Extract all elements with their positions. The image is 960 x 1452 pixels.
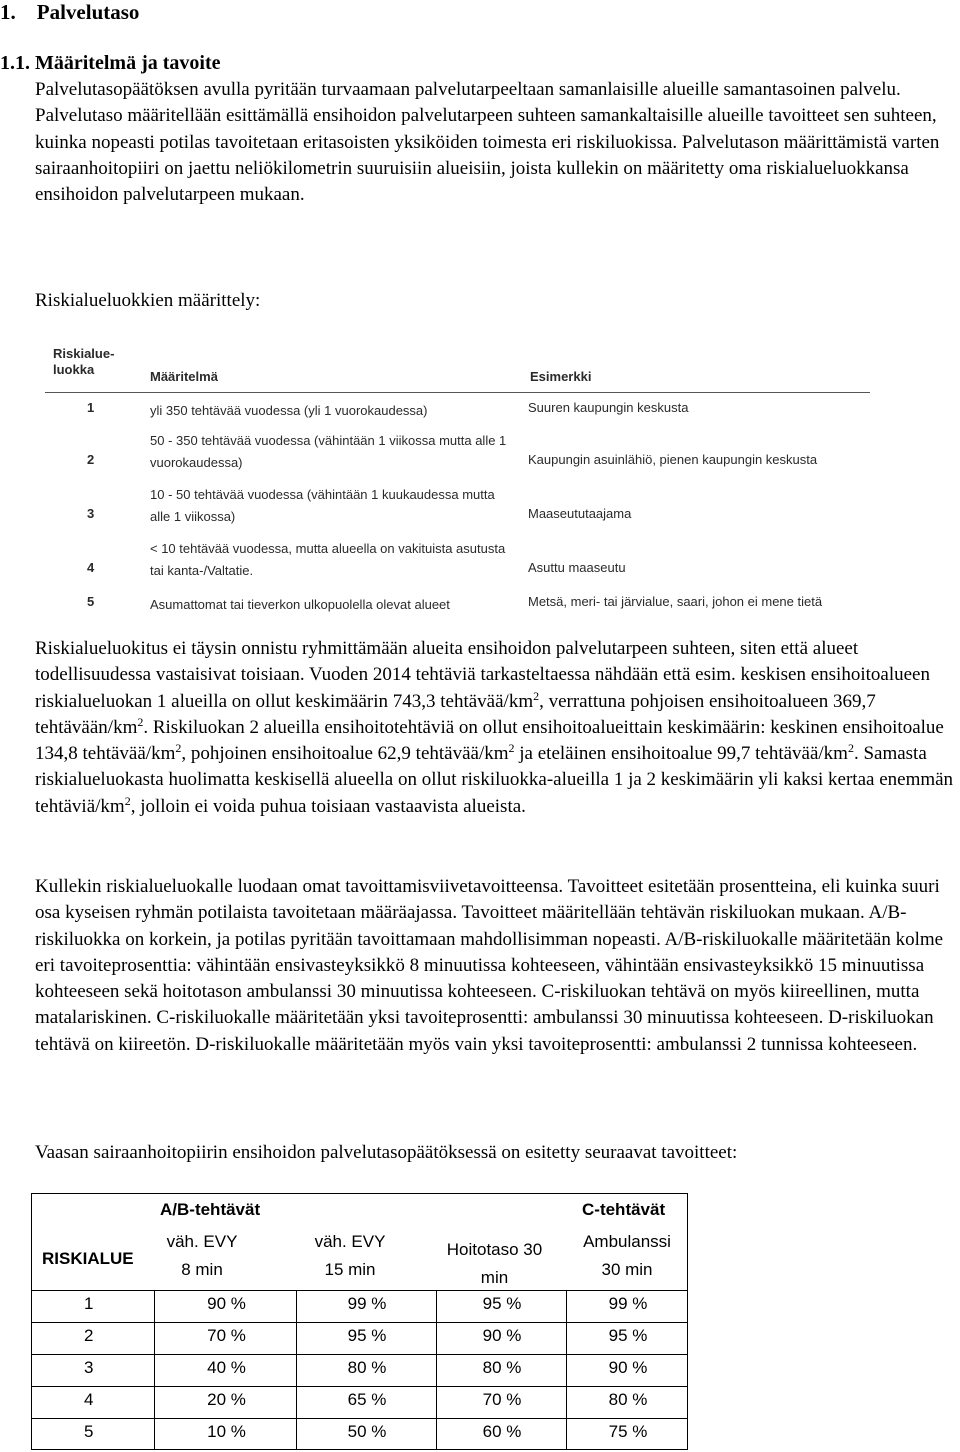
goals-col-evy8-line2: 8 min bbox=[181, 1260, 223, 1279]
risk-row-definition: yli 350 tehtävää vuodessa (yli 1 vuorokaudessa) bbox=[150, 403, 428, 418]
goals-rule bbox=[32, 1386, 687, 1387]
para3-text-5: ja eteläinen ensihoitoalue 99,7 tehtävää/km bbox=[514, 743, 848, 765]
goals-cell-value: 65 % bbox=[347, 1390, 387, 1409]
goals-col-ambulanssi bbox=[572, 1232, 682, 1280]
risk-col-definition: Määritelmä bbox=[150, 369, 218, 384]
superscript: 2 bbox=[847, 741, 854, 756]
risk-header-rule bbox=[45, 392, 870, 393]
goals-col-evy8 bbox=[152, 1232, 252, 1280]
goals-col-evy15-line2: 15 min bbox=[324, 1260, 376, 1279]
risk-row-definition: 50 - 350 tehtävää vuodessa (vähintään 1 viikossa mutta alle 1 vuorokaudessa) bbox=[150, 433, 507, 470]
risk-row-example: Suuren kaupungin keskusta bbox=[528, 400, 689, 415]
superscript: 2 bbox=[124, 793, 131, 808]
goals-col-ambulanssi-line2: 30 min bbox=[601, 1260, 653, 1279]
goals-col-divider bbox=[296, 1290, 297, 1449]
goals-cell-value: 40 % bbox=[207, 1358, 246, 1377]
goals-group-c: C-tehtävät bbox=[582, 1200, 666, 1219]
risk-row-num: 1 bbox=[87, 400, 95, 415]
superscript: 2 bbox=[508, 741, 515, 756]
risk-row-example: Maaseututaajama bbox=[528, 506, 632, 521]
goals-cell-value: 70 % bbox=[207, 1326, 246, 1345]
paragraph-vaasa: Vaasan sairaanhoitopiirin ensihoidon palvelutasopäätöksessä on esitetty seuraavat tavoitteet: bbox=[35, 1142, 738, 1163]
risk-row-definition: < 10 tehtävää vuodessa, mutta alueella on vakituista asutusta tai kanta-/Valtatie. bbox=[150, 541, 506, 578]
goals-col-divider bbox=[154, 1290, 155, 1449]
heading-maaritelma: 1.1. Määritelmä ja tavoite bbox=[0, 52, 221, 74]
risk-row-example: Asuttu maaseutu bbox=[528, 560, 626, 575]
para3-text-1: Riskialueluokitus ei täysin onnistu ryhmittämään alueita ensihoidon palvelutarpeen suhteen, siten että alueet todellisuudessa vastaisivat toisiaan. Vuoden 2014 tehtäviä tarkasteltaessa nähdään että esim. keskisen ensihoitoalueen riskialueluokan 1 alueilla on ollut keskimäärin 743,3 tehtävää/km bbox=[35, 638, 930, 712]
paragraph-intro: Palvelutasopäätöksen avulla pyritään turvaamaan palvelutarpeeltaan samanlaisille alueille samantasoinen palvelu. Palvelutaso määritellään esittämällä ensihoidon palvelutarpeen suhteen samankaltaisille alueille tavoitteet sen suhteen, kuinka nopeasti potilas tavoitetaan eritasoisten yksiköiden toimesta eri riskiluokissa. Palvelutason määrittämistä varten sairaanhoitopiiri on jaettu neliökilometrin suuruisiin alueisiin, joista kullekin on määritetty oma riskialueluokkansa ensihoidon palvelutarpeen mukaan. bbox=[35, 79, 940, 206]
goals-row-risk: 2 bbox=[84, 1326, 94, 1345]
risk-row-example: Metsä, meri- tai järvialue, saari, johon ei mene tietä bbox=[528, 594, 823, 609]
risk-row-definition: 10 - 50 tehtävää vuodessa (vähintään 1 kuukaudessa mutta alle 1 viikossa) bbox=[150, 487, 495, 524]
goals-cell-value: 70 % bbox=[482, 1390, 522, 1409]
paragraph-riskialue-label: Riskialueluokkien määrittely: bbox=[35, 290, 261, 311]
para3-text-7: , jolloin ei voida puhua toisiaan vastaavista alueista. bbox=[130, 795, 526, 817]
goals-rule bbox=[32, 1290, 687, 1291]
risk-row-num: 4 bbox=[87, 560, 95, 575]
para3-text-4: , pohjoinen ensihoitoalue 62,9 tehtävää/km bbox=[181, 743, 509, 765]
goals-cell-value: 95 % bbox=[482, 1294, 522, 1313]
paragraph-tavoitteet: Kullekin riskialueluokalle luodaan omat tavoittamisviivetavoitteensa. Tavoitteet esitetään prosentteina, eli kuinka suuri osa kyseisen ryhmän potilaista tavoitetaan määräajassa. Tavoitteet määritellään tehtävän riskiluokan mukaan. A/B-riskiluokka on korkein, ja potilas pyritään tavoittamaan mahdollisimman nopeasti. A/B-riskiluokalle määritetään kolme eri tavoiteprosenttia: vähintään ensivasteyksikkö 8 minuutissa kohteeseen, vähintään ensivasteyksikkö 15 minuutissa kohteeseen sekä hoitotason ambulanssi 30 minuutissa kohteeseen. C-riskiluokan tehtävä on myös kiireellinen, mutta matalariskinen. C-riskiluokalle määritetään yksi tavoiteprosentti: ambulanssi 30 minuutissa kohteeseen. D-riskiluokan tehtävä on kiireetön. D-riskiluokalle määritetään myös vain yksi tavoiteprosentti: ambulanssi 2 tunnissa kohteeseen. bbox=[35, 876, 944, 1055]
paragraph-riskialueluokitus bbox=[35, 636, 957, 820]
goals-cell-value: 90 % bbox=[482, 1326, 522, 1345]
goals-cell-value: 80 % bbox=[482, 1358, 522, 1377]
risk-row-example: Kaupungin asuinlähiö, pienen kaupungin keskusta bbox=[528, 452, 818, 467]
goals-table bbox=[31, 1193, 688, 1450]
goals-cell-value: 50 % bbox=[347, 1422, 387, 1441]
goals-rule bbox=[32, 1354, 687, 1355]
goals-cell-value: 90 % bbox=[608, 1358, 648, 1377]
risk-row-num: 3 bbox=[87, 506, 95, 521]
risk-row-definition: Asumattomat tai tieverkon ulkopuolella olevat alueet bbox=[150, 597, 450, 612]
goals-cell-value: 99 % bbox=[347, 1294, 387, 1313]
goals-row-risk: 4 bbox=[84, 1390, 94, 1409]
risk-row-num: 2 bbox=[87, 452, 95, 467]
goals-cell-value: 90 % bbox=[207, 1294, 246, 1313]
goals-col-risk: RISKIALUE bbox=[42, 1249, 134, 1268]
goals-col-evy15 bbox=[300, 1232, 400, 1280]
goals-group-ab: A/B-tehtävät bbox=[160, 1200, 261, 1219]
goals-cell-value: 80 % bbox=[608, 1390, 648, 1409]
goals-col-hoitotaso: Hoitotaso 30 min bbox=[446, 1240, 543, 1287]
goals-cell-value: 80 % bbox=[347, 1358, 387, 1377]
goals-rule bbox=[32, 1322, 687, 1323]
goals-row-risk: 5 bbox=[84, 1422, 94, 1441]
goals-col-ambulanssi-line1: Ambulanssi bbox=[583, 1232, 671, 1251]
goals-col-evy8-line1: väh. EVY bbox=[166, 1232, 238, 1251]
goals-row-risk: 3 bbox=[84, 1358, 94, 1377]
superscript: 2 bbox=[175, 741, 182, 756]
goals-cell-value: 60 % bbox=[482, 1422, 522, 1441]
goals-cell-value: 95 % bbox=[347, 1326, 387, 1345]
goals-cell-value: 99 % bbox=[608, 1294, 648, 1313]
goals-col-divider bbox=[566, 1290, 567, 1449]
goals-row-risk: 1 bbox=[84, 1294, 94, 1313]
superscript: 2 bbox=[533, 688, 540, 703]
para3-text-6: . Samasta riskialueluokasta huolimatta keskisellä alueella on ollut riskiluokka-alueilla 1 ja 2 keskimäärin yli kaksi kertaa enemmän tehtäviä/km bbox=[35, 743, 954, 817]
goals-cell-value: 10 % bbox=[207, 1422, 246, 1441]
risk-row-num: 5 bbox=[87, 594, 95, 609]
goals-col-evy15-line1: väh. EVY bbox=[314, 1232, 386, 1251]
para3-text-2: , verrattuna pohjoisen ensihoitoalueen 369,7 tehtävään/km bbox=[35, 690, 876, 738]
goals-cell-value: 75 % bbox=[608, 1422, 648, 1441]
goals-rule bbox=[32, 1418, 687, 1419]
risk-col-example: Esimerkki bbox=[530, 369, 592, 384]
risk-col-class: Riskialue- luokka bbox=[53, 346, 115, 377]
goals-cell-value: 95 % bbox=[608, 1326, 648, 1345]
goals-cell-value: 20 % bbox=[207, 1390, 246, 1409]
goals-col-divider bbox=[436, 1290, 437, 1449]
superscript: 2 bbox=[137, 714, 144, 729]
risk-class-table bbox=[45, 340, 875, 620]
heading-palvelutaso: 1. Palvelutaso bbox=[0, 0, 140, 24]
para3-text-3: . Riskiluokan 2 alueilla ensihoitotehtäviä on ollut ensihoitoalueittain keskimäärin: keskinen ensihoitoalue 134,8 tehtävää/km bbox=[35, 716, 944, 765]
